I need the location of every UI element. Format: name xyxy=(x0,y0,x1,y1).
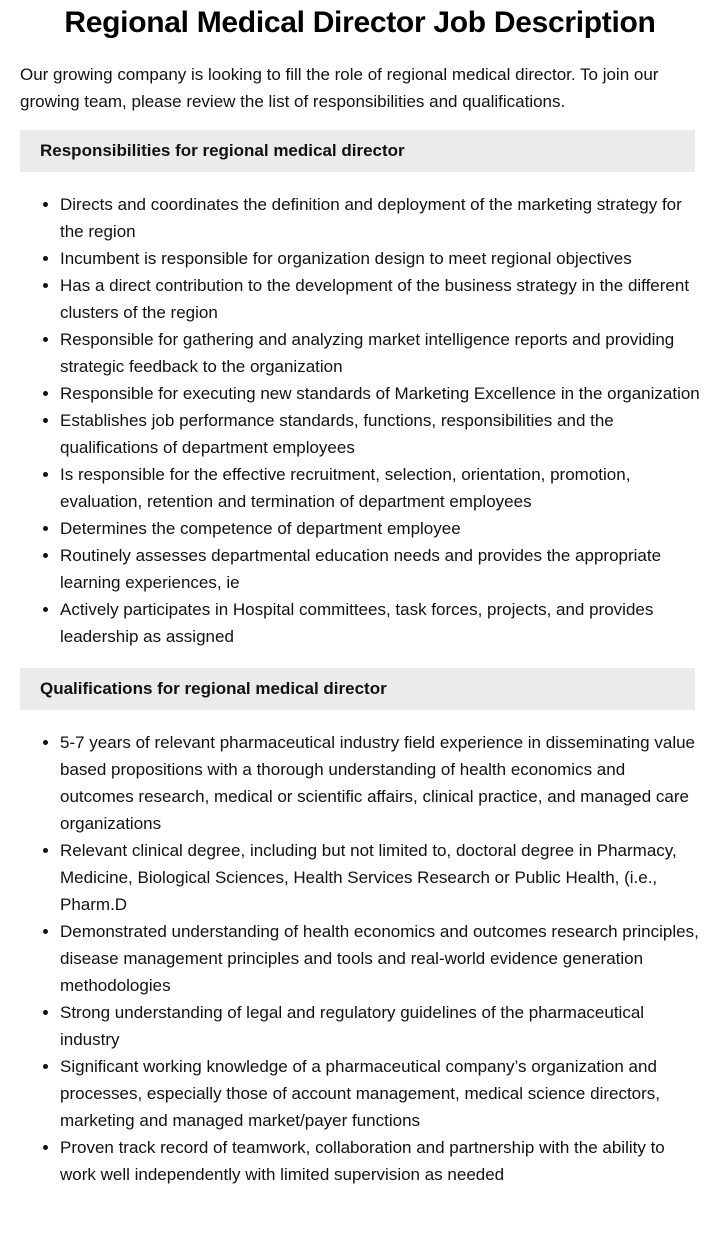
list-item: • Incumbent is responsible for organization design to meet regional objectives xyxy=(60,245,700,272)
list-item: • Establishes job performance standards, functions, responsibilities and the qualifications of department employees xyxy=(60,407,700,461)
list-item: • Is responsible for the effective recruitment, selection, orientation, promotion, evaluation, retention and termination of department employees xyxy=(60,461,700,515)
list-item: • Relevant clinical degree, including but not limited to, doctoral degree in Pharmacy, Medicine, Biological Sciences, Health Services Research or Public Health, (i.e., Pharm.D xyxy=(60,837,700,918)
list-item: • Strong understanding of legal and regulatory guidelines of the pharmaceutical industry xyxy=(60,999,700,1053)
qualifications-heading: Qualifications for regional medical director xyxy=(20,668,695,710)
list-item: • Responsible for executing new standards of Marketing Excellence in the organization xyxy=(60,380,700,407)
responsibilities-list xyxy=(20,191,700,650)
list-item: • Has a direct contribution to the development of the business strategy in the different clusters of the region xyxy=(60,272,700,326)
intro-paragraph: Our growing company is looking to fill the role of regional medical director. To join our growing team, please review the list of responsibilities and qualifications. xyxy=(20,65,659,111)
list-item: • Significant working knowledge of a pharmaceutical company’s organization and processes, especially those of account management, medical science directors, marketing and managed market/payer functions xyxy=(60,1053,700,1134)
list-item: • Responsible for gathering and analyzing market intelligence reports and providing strategic feedback to the organization xyxy=(60,326,700,380)
list-item: • Directs and coordinates the definition and deployment of the marketing strategy for the region xyxy=(60,191,700,245)
list-item: • Routinely assesses departmental education needs and provides the appropriate learning experiences, ie xyxy=(60,542,700,596)
qualifications-list xyxy=(20,729,700,1188)
list-item: • Demonstrated understanding of health economics and outcomes research principles, disease management principles and tools and real-world evidence generation methodologies xyxy=(60,918,700,999)
list-item: • Proven track record of teamwork, collaboration and partnership with the ability to work well independently with limited supervision as needed xyxy=(60,1134,700,1188)
responsibilities-heading: Responsibilities for regional medical director xyxy=(20,130,695,172)
list-item: • 5-7 years of relevant pharmaceutical industry field experience in disseminating value based propositions with a thorough understanding of health economics and outcomes research, medical or scientific affairs, clinical practice, and managed care organizations xyxy=(60,729,700,837)
list-item: • Actively participates in Hospital committees, task forces, projects, and provides leadership as assigned xyxy=(60,596,700,650)
list-item: • Determines the competence of department employee xyxy=(60,515,700,542)
page-title: Regional Medical Director Job Description xyxy=(64,6,656,39)
